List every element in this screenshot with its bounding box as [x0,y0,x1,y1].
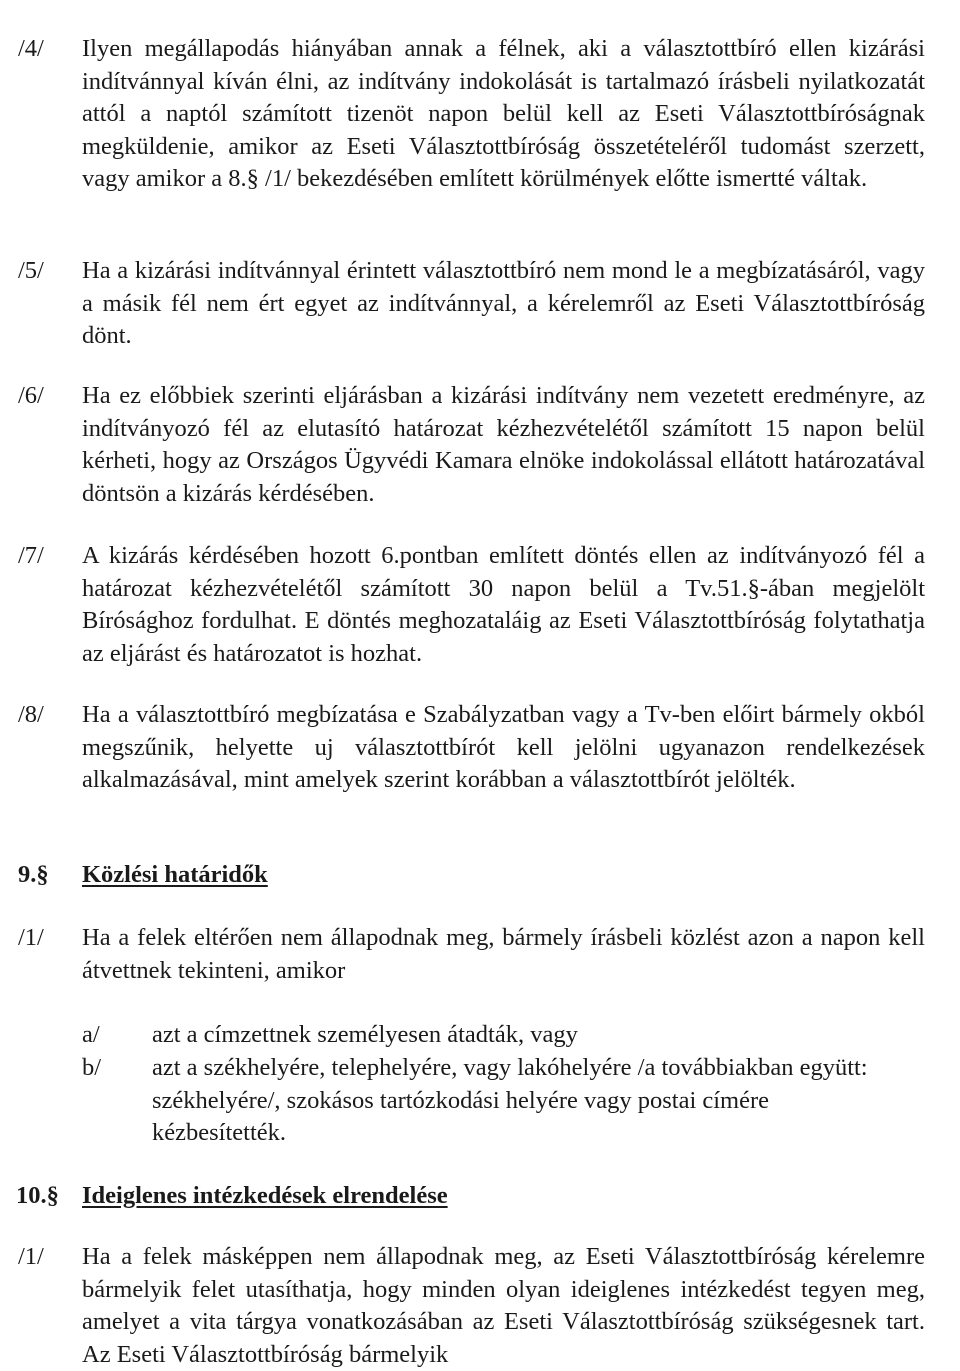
paragraph-marker: /1/ [18,1243,44,1270]
paragraph-marker: /5/ [18,257,44,284]
paragraph-text: Ha a felek másképpen nem állapodnak meg, az Eseti Választottbíróság kérelemre bármelyik felet utasíthatja, hogy minden olyan ideiglenes intézkedést tegyen meg, amelyet a vita tárgya vonatkozásában az Eseti Választottbíróság szükségesnek tart. Az Eseti Választottbíróság bármelyik [82,1243,925,1368]
paragraph-text: A kizárás kérdésében hozott 6.pontban említett döntés ellen az indítványozó fél a határozat kézhezvételétől számított 30 napon belül a Tv.51.§-ában megjelölt Bírósághoz fordulhat. E döntés meghozataláig az Eseti Választottbíróság folytathatja az eljárást és határozatot is hozhat. [82,542,925,667]
paragraph-text: Ilyen megállapodás hiányában annak a félnek, aki a választottbíró ellen kizárási indítvánnyal kíván élni, az indítvány indokolását is tartalmazó írásbeli nyilatkozatát attól a naptól számított tizenöt napon belül kell az Eseti Választottbíróságnak megküldenie, amikor az Eseti Választottbíróság összetételéről tudomást szerzett, vagy amikor a 8.§ /1/ bekezdésében említett körülmények előtte ismertté váltak. [82,35,925,192]
paragraph-marker: /7/ [18,542,44,569]
section-title: Ideiglenes intézkedések elrendelése [82,1182,448,1209]
paragraph-text: Ha a választottbíró megbízatása e Szabályzatban vagy a Tv-ben előirt bármely okból megszűnik, helyette uj választottbírót kell jelölni ugyanazon rendelkezések alkalmazásával, mint amelyek szerint korábban a választottbírót jelölték. [82,701,925,793]
paragraph-marker: /8/ [18,701,44,728]
paragraph-marker: /6/ [18,382,44,409]
paragraph-marker: /4/ [18,35,44,62]
list-item-text: azt a székhelyére, telephelyére, vagy lakóhelyére /a továbbiakban együtt: székhelyére/, szokásos tartózkodási helyére vagy postai címére kézbesítették. [152,1054,868,1146]
paragraph-marker: /1/ [18,924,44,951]
paragraph-text: Ha a felek eltérően nem állapodnak meg, bármely írásbeli közlést azon a napon kell átvettnek tekinteni, amikor [82,924,925,984]
paragraph-text: Ha ez előbbiek szerinti eljárásban a kizárási indítvány nem vezetett eredményre, az indítványozó fél az elutasító határozat kézhezvételétől számított 15 napon belül kérheti, hogy az Országos Ügyvédi Kamara elnöke indokolással ellátott határozatával döntsön a kizárás kérdésében. [82,382,925,507]
list-item-marker: a/ [82,1021,100,1048]
paragraph-text: Ha a kizárási indítvánnyal érintett választottbíró nem mond le a megbízatásáról, vagy a másik fél nem ért egyet az indítvánnyal, a kérelemről az Eseti Választottbíróság dönt. [82,257,925,349]
list-item-marker: b/ [82,1054,102,1081]
section-number: 9.§ [18,861,49,888]
section-number: 10.§ [16,1182,59,1209]
section-title: Közlési határidők [82,861,268,888]
list-item-text: azt a címzettnek személyesen átadták, vagy [152,1021,578,1048]
